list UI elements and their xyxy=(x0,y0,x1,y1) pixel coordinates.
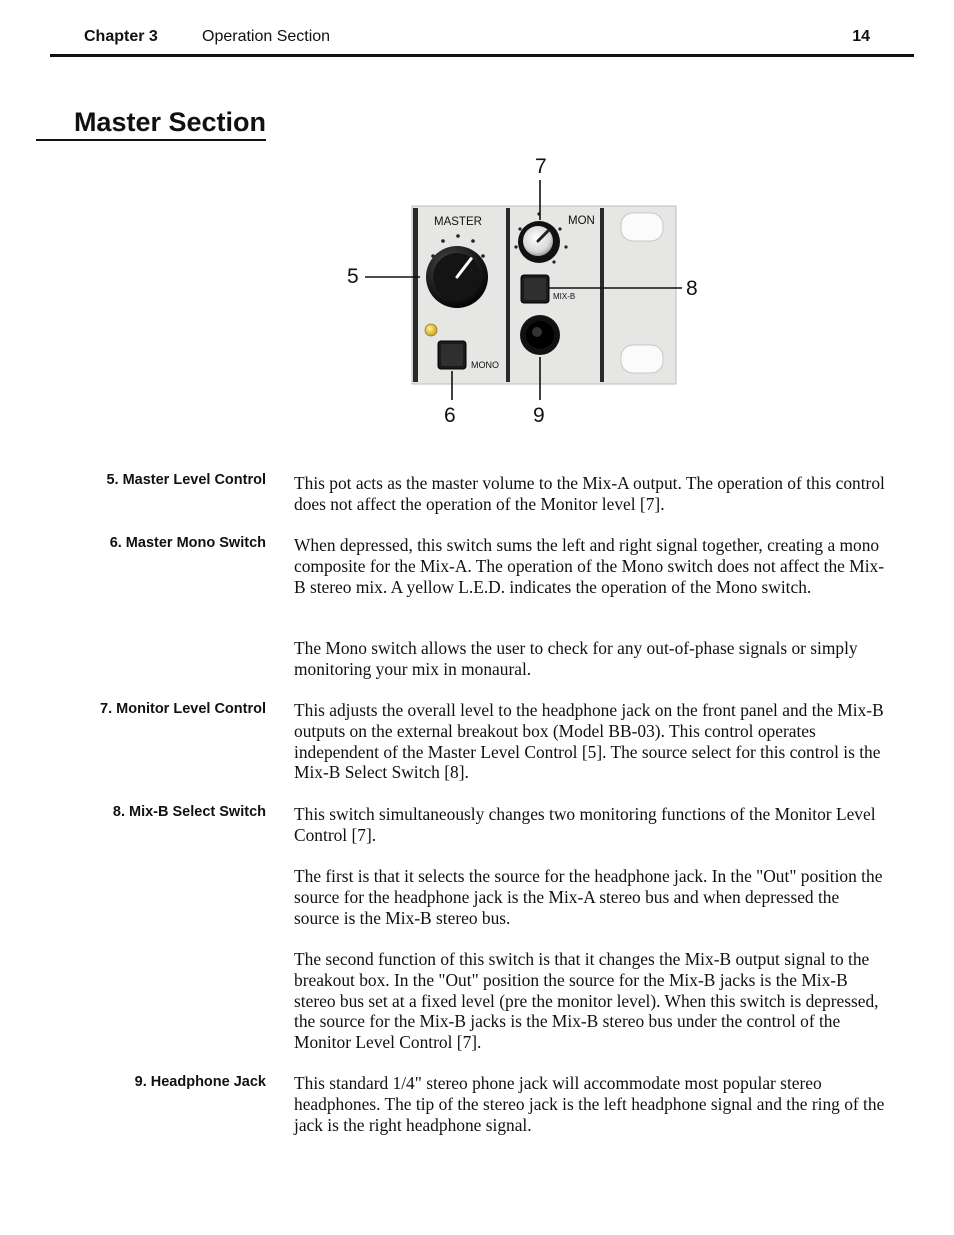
item-paragraph: The first is that it selects the source for the headphone jack. In the "Out" position the source for the headphone jack is the Mix-A stereo bus and when depressed the source is the Mix-B stereo bus. xyxy=(294,866,883,928)
callout-6: 6 xyxy=(444,404,456,427)
panel-label-master: MASTER xyxy=(434,216,482,228)
panel-illustration xyxy=(340,150,710,440)
callout-8: 8 xyxy=(686,277,698,300)
item-paragraph: This standard 1/4" stereo phone jack will accommodate most popular stereo headphones. The tip of the stereo jack is the left headphone signal and the ring of the jack is the right headphone signal. xyxy=(294,1073,885,1135)
callout-7: 7 xyxy=(535,155,547,178)
section-label: Operation Section xyxy=(202,28,331,45)
panel-label-mon: MON xyxy=(568,215,595,227)
panel-label-mono: MONO xyxy=(471,360,499,370)
page-header xyxy=(50,26,914,57)
callout-5: 5 xyxy=(347,265,359,288)
page-number: 14 xyxy=(852,28,870,45)
item-paragraph: This adjusts the overall level to the headphone jack on the front panel and the Mix-B outputs on the external breakout box (Model BB-03). This control operates independent of the Master Level Control [5]. The source select for this control is the Mix-B Select Switch [8]. xyxy=(294,700,884,783)
panel-label-mix-b: MIX-B xyxy=(553,292,576,301)
item-paragraph: This pot acts as the master volume to the Mix-A output. The operation of this control does not affect the operation of the Monitor level [7]. xyxy=(294,473,885,514)
item-label: 8. Mix-B Select Switch xyxy=(112,804,266,820)
mono-led xyxy=(425,324,437,336)
item-label: 9. Headphone Jack xyxy=(134,1074,266,1090)
callout-9: 9 xyxy=(533,404,545,427)
master-panel-figure xyxy=(340,150,710,440)
item-label: 5. Master Level Control xyxy=(106,472,266,488)
item-paragraph: When depressed, this switch sums the left and right signal together, creating a mono composite for the Mix-A. The operation of the Mono switch does not affect the Mix-B stereo mix. A yellow L.E.D. indicates the operation of the Mono switch. xyxy=(294,535,885,597)
item-paragraph: The Mono switch allows the user to check for any out-of-phase signals or simply monitoring your mix in monaural. xyxy=(294,638,858,679)
page-title: Master Section xyxy=(36,106,266,141)
item-paragraph: The second function of this switch is that it changes the Mix-B output signal to the breakout box. In the "Out" position the source for the Mix-B jacks is the Mix-B stereo bus set at a fixed level (pre the monitor level). When this switch is depressed, the source for the Mix-B jacks is the Mix-B stereo bus under the control of the Monitor Level Control [7]. xyxy=(294,949,879,1053)
chapter-label: Chapter 3 xyxy=(84,28,158,45)
item-label: 6. Master Mono Switch xyxy=(109,535,266,551)
item-paragraph: This switch simultaneously changes two monitoring functions of the Monitor Level Control [7]. xyxy=(294,804,876,845)
item-label: 7. Monitor Level Control xyxy=(100,701,266,717)
